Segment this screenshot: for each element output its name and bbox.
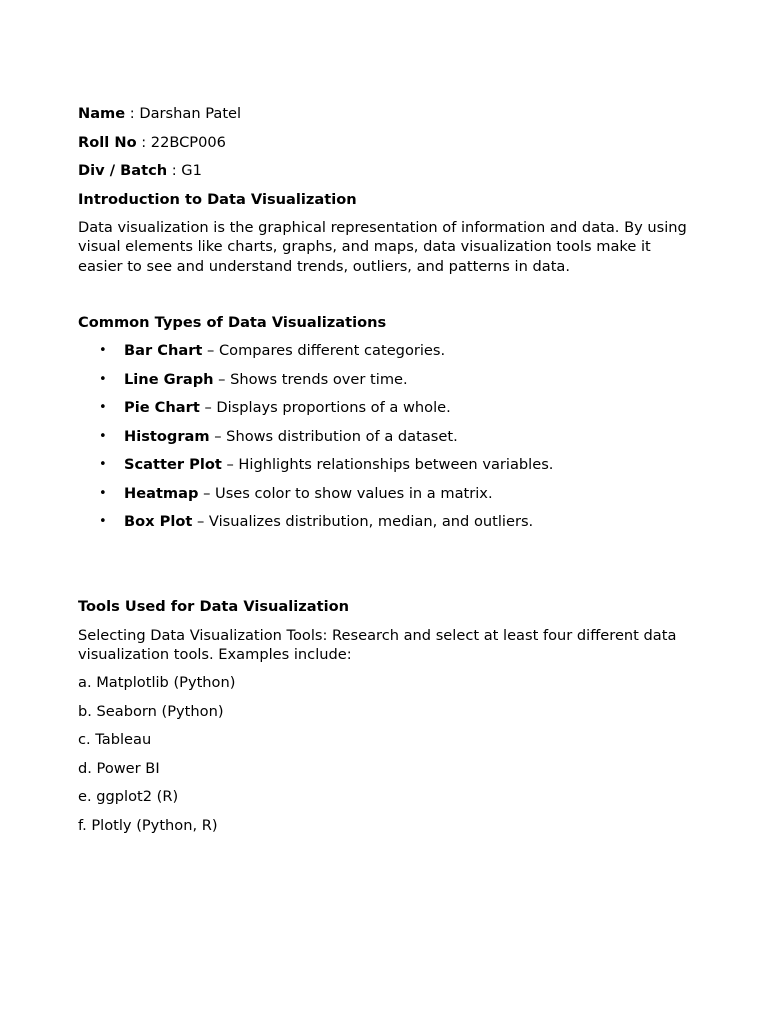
list-item	[78, 398, 698, 417]
types-list	[78, 341, 698, 531]
list-item	[78, 341, 698, 360]
list-item: f. Plotly (Python, R)	[78, 816, 218, 834]
roll-no-value: : 22BCP006	[136, 133, 226, 151]
type-term: Scatter Plot	[124, 456, 222, 474]
intro-paragraph: Data visualization is the graphical representation of information and data. By using visual elements like charts, graphs, and maps, data visualization tools make it easier to see and understand trends, outliers, and patterns in data.	[78, 219, 687, 275]
list-item: e. ggplot2 (R)	[78, 788, 179, 806]
bullet-icon: •	[99, 343, 107, 359]
type-term: Heatmap	[124, 484, 199, 502]
list-item	[78, 427, 698, 446]
type-desc: – Compares different categories.	[202, 342, 446, 360]
name-label: Name	[78, 105, 126, 122]
list-item	[78, 484, 698, 503]
div-batch-line	[78, 161, 698, 180]
bullet-icon: •	[99, 514, 107, 530]
types-heading: Common Types of Data Visualizations	[78, 313, 387, 331]
bullet-icon: •	[99, 485, 107, 501]
type-desc: – Visualizes distribution, median, and outliers.	[192, 513, 534, 531]
bullet-icon: •	[99, 457, 107, 473]
type-desc: – Highlights relationships between variables.	[221, 456, 554, 474]
intro-heading: Introduction to Data Visualization	[78, 190, 357, 208]
bullet-icon: •	[99, 400, 107, 416]
bullet-icon: •	[99, 371, 107, 387]
bullet-icon: •	[99, 428, 107, 444]
type-term: Pie Chart	[124, 399, 200, 417]
name-line	[78, 104, 698, 123]
type-desc: – Displays proportions of a whole.	[199, 399, 451, 417]
tools-paragraph: Selecting Data Visualization Tools: Research and select at least four different data visualization tools. Examples include:	[78, 626, 677, 664]
roll-no-label: Roll No	[78, 133, 137, 151]
list-item	[78, 370, 698, 389]
list-item: c. Tableau	[78, 731, 152, 749]
type-term: Histogram	[124, 427, 210, 445]
list-item: a. Matplotlib (Python)	[78, 674, 236, 692]
div-batch-value: : G1	[167, 162, 202, 179]
document-page	[78, 104, 698, 844]
type-term: Line Graph	[124, 370, 214, 388]
list-item: b. Seaborn (Python)	[78, 702, 224, 720]
list-item: d. Power BI	[78, 759, 160, 777]
tools-list	[78, 673, 698, 835]
div-batch-label: Div / Batch	[78, 162, 168, 179]
list-item	[78, 455, 698, 474]
type-term: Bar Chart	[124, 342, 203, 360]
tools-heading: Tools Used for Data Visualization	[78, 598, 350, 616]
name-value: : Darshan Patel	[125, 105, 242, 122]
roll-no-line	[78, 133, 698, 152]
type-term: Box Plot	[124, 513, 193, 531]
type-desc: – Shows trends over time.	[213, 370, 408, 388]
type-desc: – Shows distribution of a dataset.	[209, 427, 458, 445]
list-item	[78, 512, 698, 531]
type-desc: – Uses color to show values in a matrix.	[198, 484, 493, 502]
